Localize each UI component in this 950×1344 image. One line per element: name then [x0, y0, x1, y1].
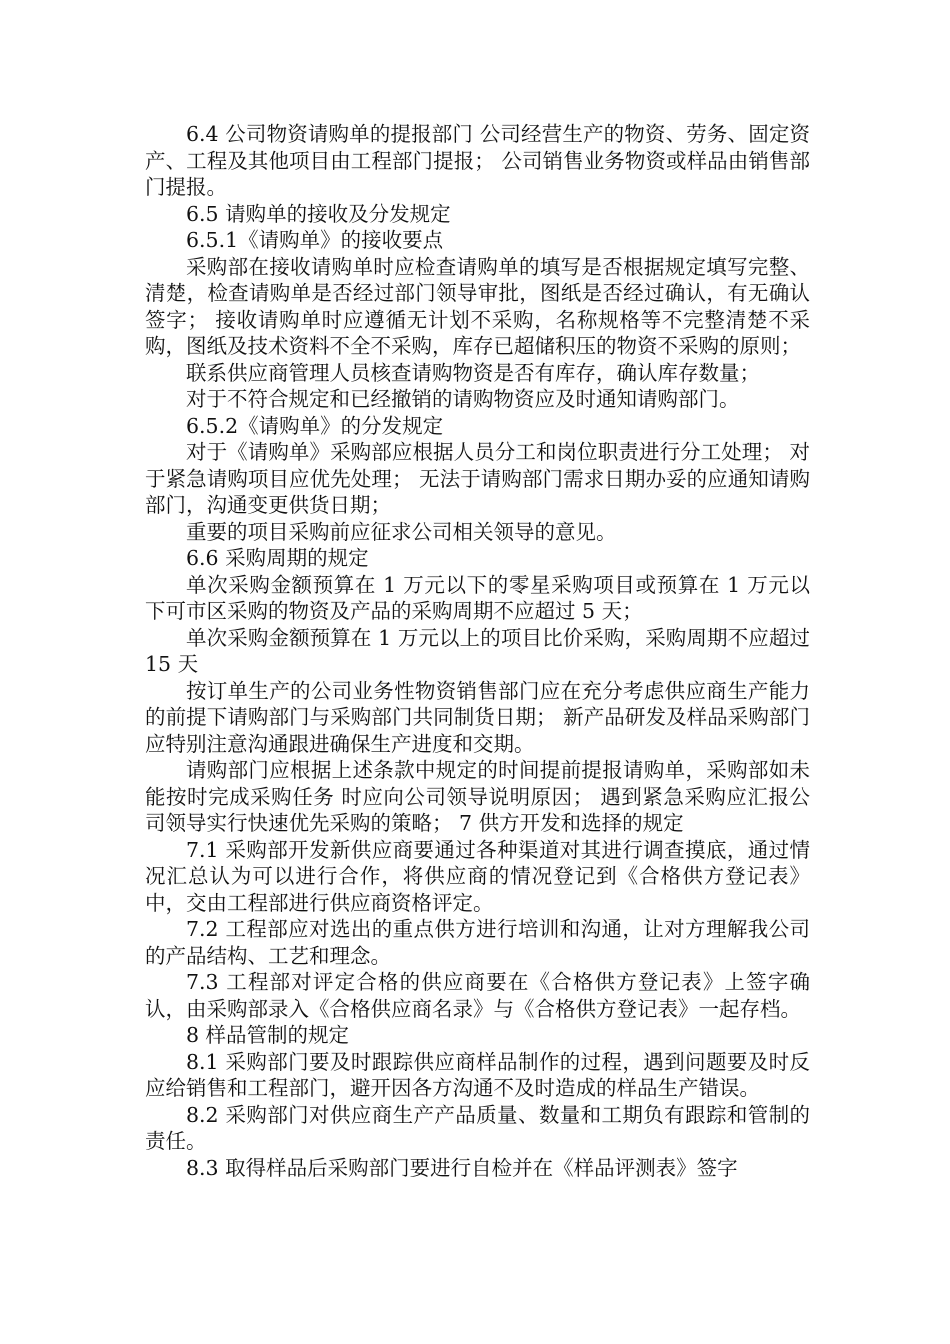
heading-6-6: 6.6 采购周期的规定: [186, 546, 369, 570]
paragraph-contact-supplier: 联系供应商管理人员核查请购物资是否有库存，确认库存数量；: [186, 360, 760, 385]
paragraph-8-3: 8.3 取得样品后采购部门要进行自检并在《样品评测表》签字: [186, 1155, 738, 1180]
paragraph-7-1: 7.1 采购部开发新供应商要通过各种渠道对其进行调查摸底，通过情况汇总认为可以进行合作，将供应商的情况登记到《合格供方登记表》中，交由工程部进行供应商资格评定。: [145, 837, 810, 915]
heading-8: 8 样品管制的规定: [186, 1023, 350, 1047]
paragraph-non-compliant: 对于不符合规定和已经撤销的请购物资应及时通知请购部门。: [186, 387, 740, 411]
paragraph-cycle-under-1w: 单次采购金额预算在 1 万元以下的零星采购项目或预算在 1 万元以下可市区采购的物资及产品的采购周期不应超过 5 天；: [145, 572, 810, 623]
paragraph-leader-opinion: 重要的项目采购前应征求公司相关领导的意见。: [186, 519, 617, 544]
paragraph-8-1: 8.1 采购部门要及时跟踪供应商样品制作的过程，遇到问题要及时反应给销售和工程部门，避开因各方沟通不及时造成的样品生产错误。: [145, 1049, 810, 1100]
heading-6-5-2: 6.5.2《请购单》的分发规定: [186, 413, 444, 438]
paragraph-cycle-over-1w: 单次采购金额预算在 1 万元以上的项目比价采购，采购周期不应超过 15 天: [145, 625, 810, 676]
paragraph-6-4: 6.4 公司物资请购单的提报部门 公司经营生产的物资、劳务、固定资产、工程及其他项目由工程部门提报； 公司销售业务物资或样品由销售部门提报。: [145, 122, 810, 199]
paragraph-8-2: 8.2 采购部门对供应商生产产品质量、数量和工期负有跟踪和管制的责任。: [145, 1102, 810, 1153]
paragraph-distribution: 对于《请购单》采购部应根据人员分工和岗位职责进行分工处理； 对于紧急请购项目应优先处理； 无法于请购部门需求日期办妥的应通知请购部门，沟通变更供货日期；: [145, 440, 810, 517]
document-body: [145, 121, 810, 1181]
heading-6-5-1: 6.5.1《请购单》的接收要点: [186, 228, 444, 252]
paragraph-order-production: 按订单生产的公司业务性物资销售部门应在充分考虑供应商生产能力的前提下请购部门与采购部门共同制货日期； 新产品研发及样品采购部门应特别注意沟通跟进确保生产进度和交期。: [145, 678, 810, 756]
paragraph-7-2: 7.2 工程部应对选出的重点供方进行培训和沟通，让对方理解我公司的产品结构、工艺和理念。: [145, 917, 810, 968]
paragraph-receive-check: 采购部在接收请购单时应检查请购单的填写是否根据规定填写完整、清楚，检查请购单是否经过部门领导审批，图纸是否经过确认，有无确认签字； 接收请购单时应遵循无计划不采购，名称规格等不完整清楚不采购，图纸及技术资料不全不采购，库存已超储积压的物资不采购的原则；: [145, 254, 810, 358]
paragraph-7-3: 7.3 工程部对评定合格的供应商要在《合格供方登记表》上签字确认，由采购部录入《合格供应商名录》与《合格供方登记表》一起存档。: [145, 970, 810, 1021]
paragraph-request-timing: 请购部门应根据上述条款中规定的时间提前提报请购单，采购部如未能按时完成采购任务 时应向公司领导说明原因； 遇到紧急采购应汇报公司领导实行快速优先采购的策略； 7 供方开发和选择的规定: [145, 758, 810, 835]
heading-6-5: 6.5 请购单的接收及分发规定: [186, 201, 451, 226]
